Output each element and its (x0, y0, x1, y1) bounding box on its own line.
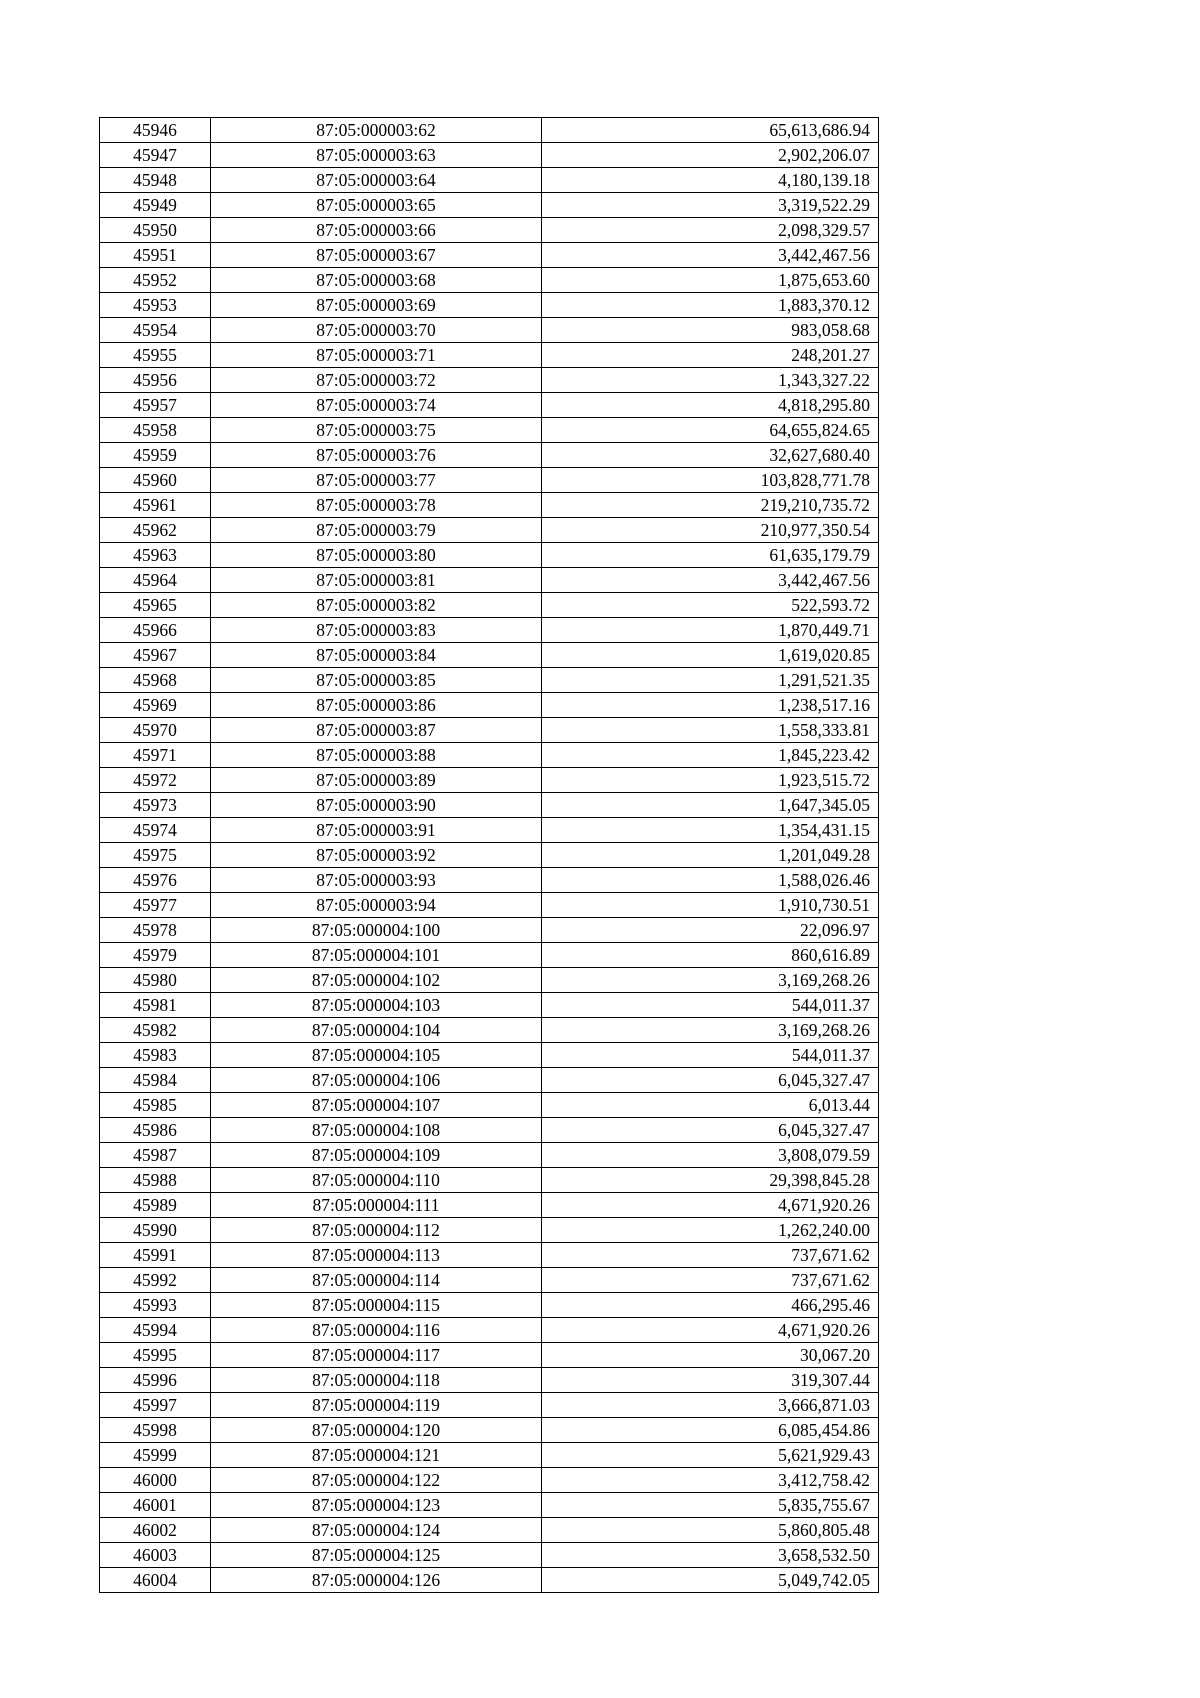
row-number-cell: 45984 (100, 1068, 211, 1093)
cadastral-value-cell: 4,671,920.26 (542, 1318, 879, 1343)
cadastral-value-cell: 3,658,532.50 (542, 1543, 879, 1568)
row-number-cell: 45952 (100, 268, 211, 293)
table-row (100, 568, 879, 593)
table-row (100, 418, 879, 443)
cadastral-number-cell: 87:05:000003:94 (211, 893, 542, 918)
cadastral-number-cell: 87:05:000004:107 (211, 1093, 542, 1118)
cadastral-value-cell: 1,262,240.00 (542, 1218, 879, 1243)
cadastral-value-cell: 1,870,449.71 (542, 618, 879, 643)
table-row (100, 1493, 879, 1518)
table-row (100, 1568, 879, 1593)
cadastral-value-cell: 64,655,824.65 (542, 418, 879, 443)
cadastral-value-cell: 983,058.68 (542, 318, 879, 343)
row-number-cell: 45980 (100, 968, 211, 993)
cadastral-number-cell: 87:05:000003:90 (211, 793, 542, 818)
table-row (100, 1343, 879, 1368)
table-row (100, 1268, 879, 1293)
row-number-cell: 46001 (100, 1493, 211, 1518)
row-number-cell: 45974 (100, 818, 211, 843)
row-number-cell: 45997 (100, 1393, 211, 1418)
cadastral-value-cell: 3,412,758.42 (542, 1468, 879, 1493)
cadastral-value-cell: 5,621,929.43 (542, 1443, 879, 1468)
table-row (100, 618, 879, 643)
table-row (100, 1168, 879, 1193)
cadastral-value-cell: 4,180,139.18 (542, 168, 879, 193)
table-row (100, 168, 879, 193)
cadastral-number-cell: 87:05:000003:66 (211, 218, 542, 243)
table-row (100, 1543, 879, 1568)
cadastral-value-cell: 3,169,268.26 (542, 1018, 879, 1043)
cadastral-value-cell: 22,096.97 (542, 918, 879, 943)
cadastral-number-cell: 87:05:000004:126 (211, 1568, 542, 1593)
table-row (100, 718, 879, 743)
cadastral-value-cell: 1,619,020.85 (542, 643, 879, 668)
cadastral-value-cell: 1,883,370.12 (542, 293, 879, 318)
cadastral-number-cell: 87:05:000004:100 (211, 918, 542, 943)
table-row (100, 518, 879, 543)
row-number-cell: 45994 (100, 1318, 211, 1343)
table-row (100, 1443, 879, 1468)
table-row (100, 1193, 879, 1218)
row-number-cell: 45975 (100, 843, 211, 868)
row-number-cell: 45967 (100, 643, 211, 668)
row-number-cell: 45963 (100, 543, 211, 568)
table-row (100, 1143, 879, 1168)
cadastral-number-cell: 87:05:000003:75 (211, 418, 542, 443)
cadastral-number-cell: 87:05:000004:102 (211, 968, 542, 993)
row-number-cell: 45970 (100, 718, 211, 743)
row-number-cell: 45981 (100, 993, 211, 1018)
cadastral-value-cell: 65,613,686.94 (542, 118, 879, 143)
cadastral-value-cell: 1,343,327.22 (542, 368, 879, 393)
cadastral-number-cell: 87:05:000004:101 (211, 943, 542, 968)
row-number-cell: 45948 (100, 168, 211, 193)
row-number-cell: 45988 (100, 1168, 211, 1193)
cadastral-number-cell: 87:05:000003:83 (211, 618, 542, 643)
cadastral-value-cell: 544,011.37 (542, 993, 879, 1018)
table-row (100, 118, 879, 143)
row-number-cell: 45982 (100, 1018, 211, 1043)
row-number-cell: 45964 (100, 568, 211, 593)
table-row (100, 593, 879, 618)
row-number-cell: 45961 (100, 493, 211, 518)
row-number-cell: 45971 (100, 743, 211, 768)
cadastral-number-cell: 87:05:000004:114 (211, 1268, 542, 1293)
row-number-cell: 45992 (100, 1268, 211, 1293)
row-number-cell: 45956 (100, 368, 211, 393)
cadastral-number-cell: 87:05:000004:104 (211, 1018, 542, 1043)
row-number-cell: 45954 (100, 318, 211, 343)
row-number-cell: 46004 (100, 1568, 211, 1593)
cadastral-number-cell: 87:05:000003:84 (211, 643, 542, 668)
cadastral-value-cell: 5,049,742.05 (542, 1568, 879, 1593)
row-number-cell: 45947 (100, 143, 211, 168)
row-number-cell: 45972 (100, 768, 211, 793)
cadastral-number-cell: 87:05:000004:117 (211, 1343, 542, 1368)
cadastral-number-cell: 87:05:000003:92 (211, 843, 542, 868)
cadastral-value-cell: 30,067.20 (542, 1343, 879, 1368)
row-number-cell: 45969 (100, 693, 211, 718)
row-number-cell: 45993 (100, 1293, 211, 1318)
cadastral-value-cell: 29,398,845.28 (542, 1168, 879, 1193)
cadastral-value-cell: 319,307.44 (542, 1368, 879, 1393)
cadastral-number-cell: 87:05:000004:106 (211, 1068, 542, 1093)
row-number-cell: 45978 (100, 918, 211, 943)
row-number-cell: 45998 (100, 1418, 211, 1443)
table-row (100, 843, 879, 868)
row-number-cell: 45973 (100, 793, 211, 818)
cadastral-number-cell: 87:05:000003:70 (211, 318, 542, 343)
row-number-cell: 45979 (100, 943, 211, 968)
cadastral-number-cell: 87:05:000003:76 (211, 443, 542, 468)
cadastral-value-cell: 4,671,920.26 (542, 1193, 879, 1218)
cadastral-value-cell: 1,910,730.51 (542, 893, 879, 918)
cadastral-value-cell: 3,808,079.59 (542, 1143, 879, 1168)
row-number-cell: 45990 (100, 1218, 211, 1243)
row-number-cell: 45976 (100, 868, 211, 893)
table-row (100, 1118, 879, 1143)
cadastral-number-cell: 87:05:000003:85 (211, 668, 542, 693)
table-row (100, 993, 879, 1018)
cadastral-value-cell: 2,902,206.07 (542, 143, 879, 168)
cadastral-value-cell: 3,442,467.56 (542, 568, 879, 593)
table-row (100, 1068, 879, 1093)
cadastral-number-cell: 87:05:000004:125 (211, 1543, 542, 1568)
cadastral-number-cell: 87:05:000003:86 (211, 693, 542, 718)
table-row (100, 1318, 879, 1343)
cadastral-number-cell: 87:05:000004:108 (211, 1118, 542, 1143)
cadastral-value-cell: 1,558,333.81 (542, 718, 879, 743)
table-row (100, 543, 879, 568)
table-row (100, 693, 879, 718)
table-row (100, 1518, 879, 1543)
cadastral-value-cell: 3,666,871.03 (542, 1393, 879, 1418)
row-number-cell: 45960 (100, 468, 211, 493)
cadastral-number-cell: 87:05:000004:111 (211, 1193, 542, 1218)
table-row (100, 643, 879, 668)
row-number-cell: 45986 (100, 1118, 211, 1143)
table-row (100, 193, 879, 218)
cadastral-number-cell: 87:05:000003:68 (211, 268, 542, 293)
cadastral-number-cell: 87:05:000003:78 (211, 493, 542, 518)
cadastral-value-cell: 544,011.37 (542, 1043, 879, 1068)
table-row (100, 218, 879, 243)
row-number-cell: 45965 (100, 593, 211, 618)
cadastral-number-cell: 87:05:000004:105 (211, 1043, 542, 1068)
cadastral-value-cell: 1,845,223.42 (542, 743, 879, 768)
cadastral-value-cell: 1,923,515.72 (542, 768, 879, 793)
table-row (100, 1218, 879, 1243)
row-number-cell: 45951 (100, 243, 211, 268)
cadastral-number-cell: 87:05:000003:71 (211, 343, 542, 368)
row-number-cell: 45983 (100, 1043, 211, 1068)
row-number-cell: 46002 (100, 1518, 211, 1543)
cadastral-value-cell: 1,588,026.46 (542, 868, 879, 893)
cadastral-number-cell: 87:05:000004:123 (211, 1493, 542, 1518)
cadastral-number-cell: 87:05:000004:112 (211, 1218, 542, 1243)
table-row (100, 893, 879, 918)
row-number-cell: 45989 (100, 1193, 211, 1218)
table-row (100, 1093, 879, 1118)
row-number-cell: 45977 (100, 893, 211, 918)
cadastral-value-table (99, 117, 879, 1593)
cadastral-value-cell: 860,616.89 (542, 943, 879, 968)
cadastral-value-cell: 1,201,049.28 (542, 843, 879, 868)
row-number-cell: 45968 (100, 668, 211, 693)
cadastral-value-cell: 6,045,327.47 (542, 1068, 879, 1093)
cadastral-value-cell: 3,169,268.26 (542, 968, 879, 993)
table-row (100, 943, 879, 968)
cadastral-value-cell: 522,593.72 (542, 593, 879, 618)
table-row (100, 393, 879, 418)
cadastral-number-cell: 87:05:000003:65 (211, 193, 542, 218)
row-number-cell: 45985 (100, 1093, 211, 1118)
table-row (100, 868, 879, 893)
cadastral-number-cell: 87:05:000003:80 (211, 543, 542, 568)
cadastral-value-cell: 219,210,735.72 (542, 493, 879, 518)
table-body (100, 118, 879, 1593)
row-number-cell: 45996 (100, 1368, 211, 1393)
cadastral-number-cell: 87:05:000003:64 (211, 168, 542, 193)
table-row (100, 668, 879, 693)
cadastral-number-cell: 87:05:000003:87 (211, 718, 542, 743)
table-row (100, 1293, 879, 1318)
cadastral-number-cell: 87:05:000003:72 (211, 368, 542, 393)
table-row (100, 1418, 879, 1443)
row-number-cell: 45966 (100, 618, 211, 643)
table-row (100, 443, 879, 468)
table-row (100, 468, 879, 493)
table-row (100, 1393, 879, 1418)
cadastral-value-cell: 5,860,805.48 (542, 1518, 879, 1543)
row-number-cell: 45995 (100, 1343, 211, 1368)
row-number-cell: 45946 (100, 118, 211, 143)
cadastral-number-cell: 87:05:000003:62 (211, 118, 542, 143)
cadastral-number-cell: 87:05:000003:67 (211, 243, 542, 268)
row-number-cell: 45991 (100, 1243, 211, 1268)
cadastral-number-cell: 87:05:000003:91 (211, 818, 542, 843)
table-row (100, 143, 879, 168)
cadastral-value-cell: 6,045,327.47 (542, 1118, 879, 1143)
table-row (100, 1043, 879, 1068)
cadastral-number-cell: 87:05:000003:77 (211, 468, 542, 493)
cadastral-value-cell: 3,442,467.56 (542, 243, 879, 268)
row-number-cell: 45987 (100, 1143, 211, 1168)
table-row (100, 1468, 879, 1493)
cadastral-number-cell: 87:05:000003:63 (211, 143, 542, 168)
row-number-cell: 45953 (100, 293, 211, 318)
cadastral-value-cell: 1,238,517.16 (542, 693, 879, 718)
table-row (100, 268, 879, 293)
cadastral-number-cell: 87:05:000003:89 (211, 768, 542, 793)
cadastral-number-cell: 87:05:000004:119 (211, 1393, 542, 1418)
table-row (100, 768, 879, 793)
row-number-cell: 45957 (100, 393, 211, 418)
cadastral-number-cell: 87:05:000003:69 (211, 293, 542, 318)
table-row (100, 1018, 879, 1043)
table-row (100, 293, 879, 318)
cadastral-number-cell: 87:05:000003:82 (211, 593, 542, 618)
cadastral-number-cell: 87:05:000004:116 (211, 1318, 542, 1343)
row-number-cell: 45962 (100, 518, 211, 543)
row-number-cell: 45949 (100, 193, 211, 218)
cadastral-value-cell: 4,818,295.80 (542, 393, 879, 418)
table-row (100, 818, 879, 843)
table-row (100, 343, 879, 368)
row-number-cell: 45955 (100, 343, 211, 368)
cadastral-number-cell: 87:05:000004:115 (211, 1293, 542, 1318)
cadastral-number-cell: 87:05:000004:118 (211, 1368, 542, 1393)
cadastral-number-cell: 87:05:000004:122 (211, 1468, 542, 1493)
cadastral-value-cell: 210,977,350.54 (542, 518, 879, 543)
cadastral-value-cell: 6,085,454.86 (542, 1418, 879, 1443)
table-row (100, 1368, 879, 1393)
cadastral-number-cell: 87:05:000003:79 (211, 518, 542, 543)
cadastral-number-cell: 87:05:000004:109 (211, 1143, 542, 1168)
cadastral-number-cell: 87:05:000003:93 (211, 868, 542, 893)
row-number-cell: 45959 (100, 443, 211, 468)
table-row (100, 1243, 879, 1268)
table-row (100, 318, 879, 343)
table-row (100, 243, 879, 268)
table-row (100, 918, 879, 943)
cadastral-number-cell: 87:05:000004:103 (211, 993, 542, 1018)
cadastral-number-cell: 87:05:000004:120 (211, 1418, 542, 1443)
cadastral-number-cell: 87:05:000004:110 (211, 1168, 542, 1193)
cadastral-value-cell: 61,635,179.79 (542, 543, 879, 568)
cadastral-value-cell: 248,201.27 (542, 343, 879, 368)
cadastral-value-cell: 5,835,755.67 (542, 1493, 879, 1518)
cadastral-value-cell: 737,671.62 (542, 1243, 879, 1268)
cadastral-value-cell: 1,354,431.15 (542, 818, 879, 843)
row-number-cell: 46000 (100, 1468, 211, 1493)
cadastral-number-cell: 87:05:000003:88 (211, 743, 542, 768)
row-number-cell: 45999 (100, 1443, 211, 1468)
cadastral-value-cell: 466,295.46 (542, 1293, 879, 1318)
table-row (100, 368, 879, 393)
table-row (100, 793, 879, 818)
cadastral-number-cell: 87:05:000004:121 (211, 1443, 542, 1468)
cadastral-number-cell: 87:05:000004:113 (211, 1243, 542, 1268)
row-number-cell: 45958 (100, 418, 211, 443)
cadastral-number-cell: 87:05:000003:74 (211, 393, 542, 418)
cadastral-value-cell: 737,671.62 (542, 1268, 879, 1293)
cadastral-value-cell: 6,013.44 (542, 1093, 879, 1118)
cadastral-value-cell: 1,647,345.05 (542, 793, 879, 818)
row-number-cell: 46003 (100, 1543, 211, 1568)
cadastral-value-cell: 2,098,329.57 (542, 218, 879, 243)
cadastral-value-cell: 103,828,771.78 (542, 468, 879, 493)
table-row (100, 493, 879, 518)
table-row (100, 968, 879, 993)
cadastral-value-cell: 32,627,680.40 (542, 443, 879, 468)
row-number-cell: 45950 (100, 218, 211, 243)
cadastral-value-cell: 3,319,522.29 (542, 193, 879, 218)
table-row (100, 743, 879, 768)
cadastral-number-cell: 87:05:000003:81 (211, 568, 542, 593)
cadastral-value-cell: 1,875,653.60 (542, 268, 879, 293)
cadastral-value-cell: 1,291,521.35 (542, 668, 879, 693)
cadastral-number-cell: 87:05:000004:124 (211, 1518, 542, 1543)
